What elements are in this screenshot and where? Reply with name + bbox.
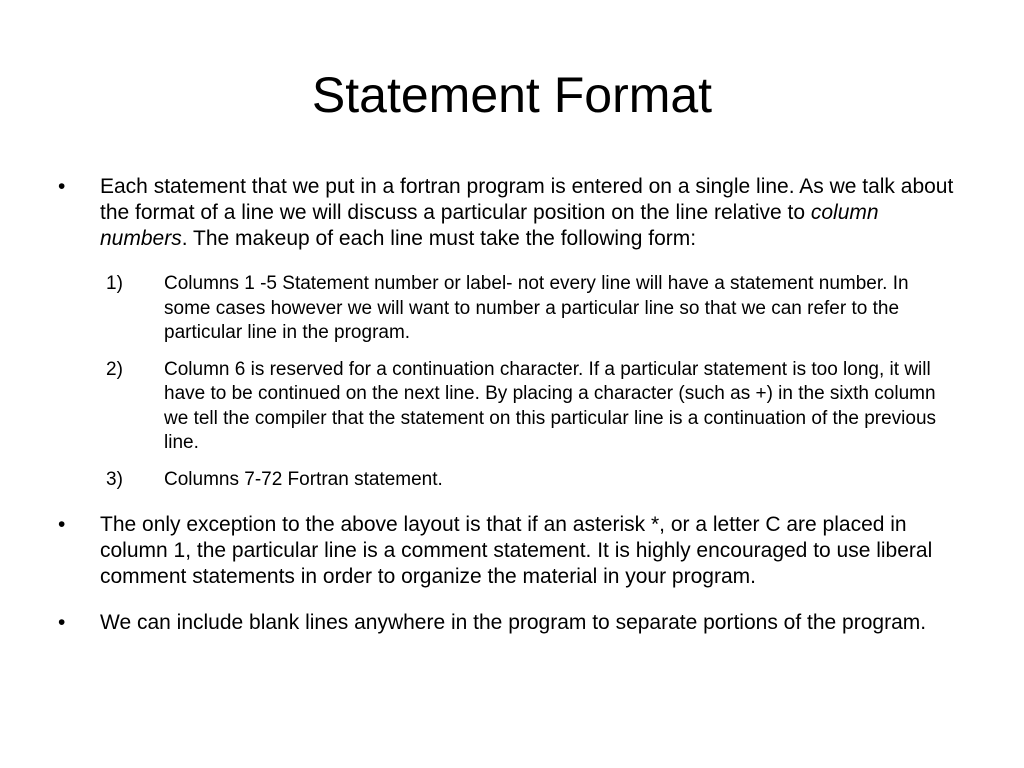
bullet-text-before: Each statement that we put in a fortran program is entered on a single line. As we talk about the format of a line we will discuss a particular position on the line relative to (100, 175, 954, 224)
numbered-item-2 (56, 358, 956, 456)
bullet-text: We can include blank lines anywhere in the program to separate portions of the program. (100, 611, 927, 634)
bullet-icon: • (58, 175, 66, 198)
numbered-list (56, 272, 956, 492)
numbered-item-3 (56, 468, 956, 493)
item-text: Columns 7-72 Fortran statement. (164, 468, 443, 490)
bullet-emphasis: column numbers (100, 201, 879, 250)
bullet-icon: • (58, 611, 66, 634)
item-text: Column 6 is reserved for a continuation character. If a particular statement is too long, it will have to be continued on the next line. By placing a character (such as +) in the sixth column we tell the compiler that the statement on this particular line is a continuation of the previous line. (164, 358, 937, 453)
slide-body (56, 174, 956, 656)
bullet-text-after: . The makeup of each line must take the following form: (181, 227, 697, 250)
item-number: 1) (106, 273, 123, 294)
slide-title: Statement Format (311, 67, 713, 123)
bullet-text: The only exception to the above layout is that if an asterisk *, or a letter C are placed in column 1, the particular line is a comment statement. It is highly encouraged to use liberal comment statements in order to organize the material in your program. (100, 513, 933, 588)
item-text: Columns 1 -5 Statement number or label- not every line will have a statement number. In some cases however we will want to number a particular line so that we can refer to the particular line in the program. (164, 273, 909, 343)
item-number: 3) (106, 468, 123, 490)
item-number: 2) (106, 358, 123, 380)
bullet-icon: • (58, 513, 66, 536)
bullet-item-1 (56, 174, 956, 252)
bullet-item-3 (56, 610, 956, 636)
bullet-item-2 (56, 512, 956, 590)
numbered-item-1 (56, 272, 956, 346)
